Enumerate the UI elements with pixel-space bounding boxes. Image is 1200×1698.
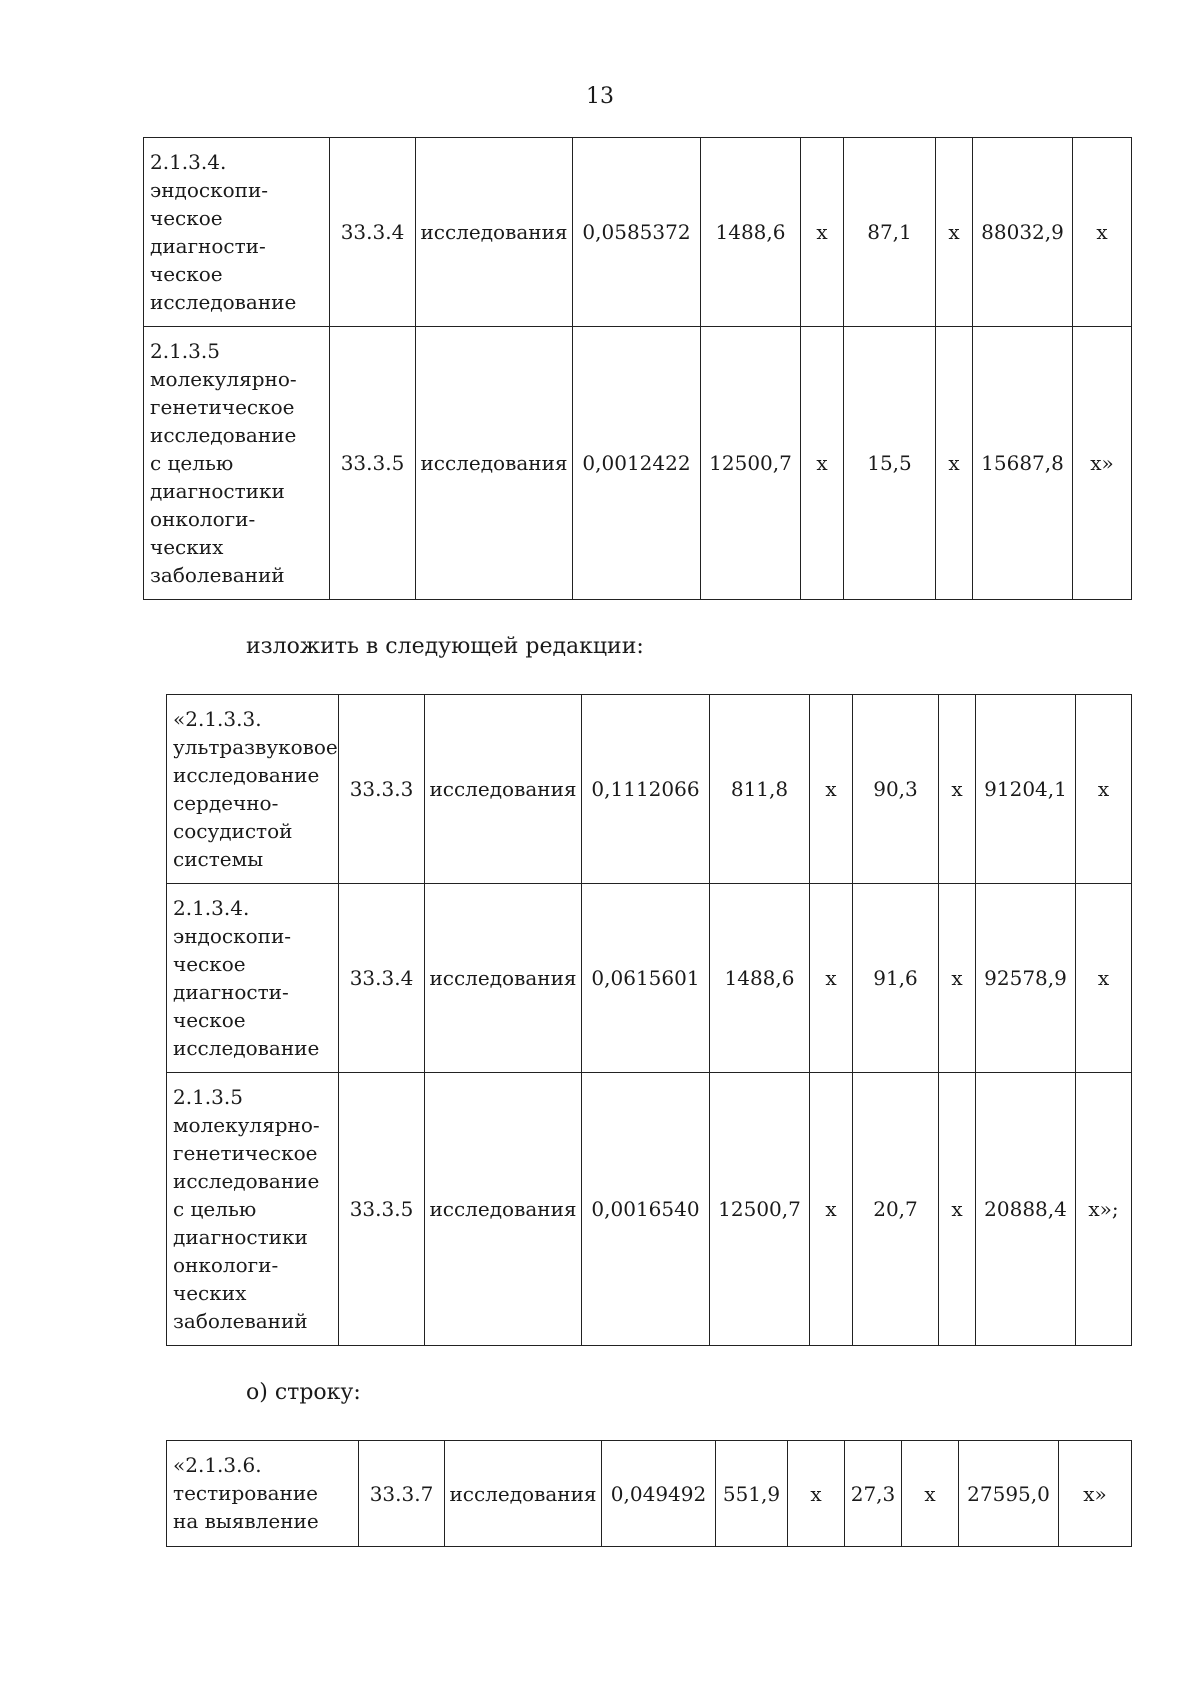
x-cell: х	[939, 1073, 976, 1346]
row-name-line: исследование	[150, 290, 297, 314]
row-name-line: с целью	[150, 451, 234, 475]
new-edition-table	[166, 694, 1132, 1346]
x-cell: х	[1076, 884, 1132, 1073]
total-cell: 15687,8	[973, 327, 1073, 600]
x-cell: х	[801, 138, 844, 327]
code-cell: 33.3.5	[339, 1073, 425, 1346]
row-name-line: «2.1.3.3.	[173, 707, 262, 731]
row-name-line: эндоскопи-	[150, 178, 269, 202]
cost-cell: 12500,7	[701, 327, 801, 600]
old-rows-table	[143, 137, 1132, 600]
row-name-line: диагности-	[173, 980, 289, 1004]
row-name-cell	[167, 884, 339, 1073]
table-row	[144, 327, 1132, 600]
x-cell: х»	[1073, 327, 1132, 600]
per-capita-cell: 15,5	[844, 327, 936, 600]
row-name-line: эндоскопи-	[173, 924, 292, 948]
code-cell: 33.3.7	[359, 1441, 445, 1547]
x-cell: х»	[1059, 1441, 1132, 1547]
cost-cell: 551,9	[716, 1441, 788, 1547]
table-row	[167, 1441, 1132, 1547]
volume-cell: 0,049492	[602, 1441, 716, 1547]
row-name-line: генетическое	[173, 1141, 318, 1165]
table-row	[167, 884, 1132, 1073]
total-cell: 91204,1	[976, 695, 1076, 884]
volume-cell: 0,0585372	[573, 138, 701, 327]
row-name-line: ческое	[150, 262, 223, 286]
row-name-line: диагности-	[150, 234, 266, 258]
x-cell: х	[939, 695, 976, 884]
row-o-table	[166, 1440, 1132, 1547]
row-name-cell	[167, 695, 339, 884]
volume-cell: 0,0012422	[573, 327, 701, 600]
x-cell: х	[801, 327, 844, 600]
row-name-line: исследование	[173, 763, 320, 787]
row-name-line: 2.1.3.4.	[173, 896, 250, 920]
per-capita-cell: 90,3	[853, 695, 939, 884]
x-cell: х	[1073, 138, 1132, 327]
volume-cell: 0,1112066	[582, 695, 710, 884]
unit-cell: исследования	[425, 884, 582, 1073]
x-cell: х	[810, 695, 853, 884]
volume-cell: 0,0615601	[582, 884, 710, 1073]
paragraph-item-o: о) строку:	[246, 1380, 361, 1405]
row-name-line: генетическое	[150, 395, 295, 419]
cost-cell: 12500,7	[710, 1073, 810, 1346]
code-cell: 33.3.3	[339, 695, 425, 884]
page-number: 13	[586, 84, 614, 109]
row-name-line: заболеваний	[173, 1309, 308, 1333]
row-name-line: на выявление	[173, 1509, 319, 1533]
row-name-line: 2.1.3.5	[150, 339, 220, 363]
x-cell: х	[810, 1073, 853, 1346]
total-cell: 20888,4	[976, 1073, 1076, 1346]
row-name-cell	[144, 327, 330, 600]
row-name-line: тестирование	[173, 1481, 319, 1505]
per-capita-cell: 91,6	[853, 884, 939, 1073]
row-name-line: онкологи-	[173, 1253, 279, 1277]
total-cell: 27595,0	[959, 1441, 1059, 1547]
unit-cell: исследования	[445, 1441, 602, 1547]
row-name-line: онкологи-	[150, 507, 256, 531]
x-cell: х	[902, 1441, 959, 1547]
row-name-line: молекулярно-	[173, 1113, 320, 1137]
cost-cell: 811,8	[710, 695, 810, 884]
row-name-line: диагностики	[173, 1225, 308, 1249]
total-cell: 92578,9	[976, 884, 1076, 1073]
per-capita-cell: 87,1	[844, 138, 936, 327]
row-name-line: заболеваний	[150, 563, 285, 587]
row-name-line: «2.1.3.6.	[173, 1453, 262, 1477]
table-row	[167, 695, 1132, 884]
row-name-line: ультразвуковое	[173, 735, 338, 759]
row-name-line: ческое	[173, 1008, 246, 1032]
cost-cell: 1488,6	[710, 884, 810, 1073]
x-cell: х	[936, 327, 973, 600]
row-name-line: ческое	[173, 952, 246, 976]
row-name-line: ческих	[173, 1281, 247, 1305]
unit-cell: исследования	[425, 1073, 582, 1346]
unit-cell: исследования	[425, 695, 582, 884]
x-cell: х	[936, 138, 973, 327]
code-cell: 33.3.5	[330, 327, 416, 600]
row-name-line: 2.1.3.4.	[150, 150, 227, 174]
row-name-cell	[167, 1441, 359, 1547]
row-name-cell	[144, 138, 330, 327]
row-name-line: системы	[173, 847, 264, 871]
row-name-line: исследование	[173, 1169, 320, 1193]
x-cell: х	[810, 884, 853, 1073]
row-name-line: 2.1.3.5	[173, 1085, 243, 1109]
row-name-line: исследование	[150, 423, 297, 447]
row-name-line: с целью	[173, 1197, 257, 1221]
table-row	[167, 1073, 1132, 1346]
x-cell: х	[939, 884, 976, 1073]
table-row	[144, 138, 1132, 327]
row-name-line: сердечно-	[173, 791, 279, 815]
row-name-line: диагностики	[150, 479, 285, 503]
per-capita-cell: 27,3	[845, 1441, 902, 1547]
unit-cell: исследования	[416, 327, 573, 600]
row-name-line: молекулярно-	[150, 367, 297, 391]
row-name-cell	[167, 1073, 339, 1346]
row-name-line: сосудистой	[173, 819, 293, 843]
row-name-line: ческих	[150, 535, 224, 559]
total-cell: 88032,9	[973, 138, 1073, 327]
x-cell: х»;	[1076, 1073, 1132, 1346]
unit-cell: исследования	[416, 138, 573, 327]
per-capita-cell: 20,7	[853, 1073, 939, 1346]
row-name-line: исследование	[173, 1036, 320, 1060]
code-cell: 33.3.4	[330, 138, 416, 327]
x-cell: х	[788, 1441, 845, 1547]
code-cell: 33.3.4	[339, 884, 425, 1073]
volume-cell: 0,0016540	[582, 1073, 710, 1346]
row-name-line: ческое	[150, 206, 223, 230]
paragraph-replace-with: изложить в следующей редакции:	[246, 634, 644, 659]
cost-cell: 1488,6	[701, 138, 801, 327]
x-cell: х	[1076, 695, 1132, 884]
